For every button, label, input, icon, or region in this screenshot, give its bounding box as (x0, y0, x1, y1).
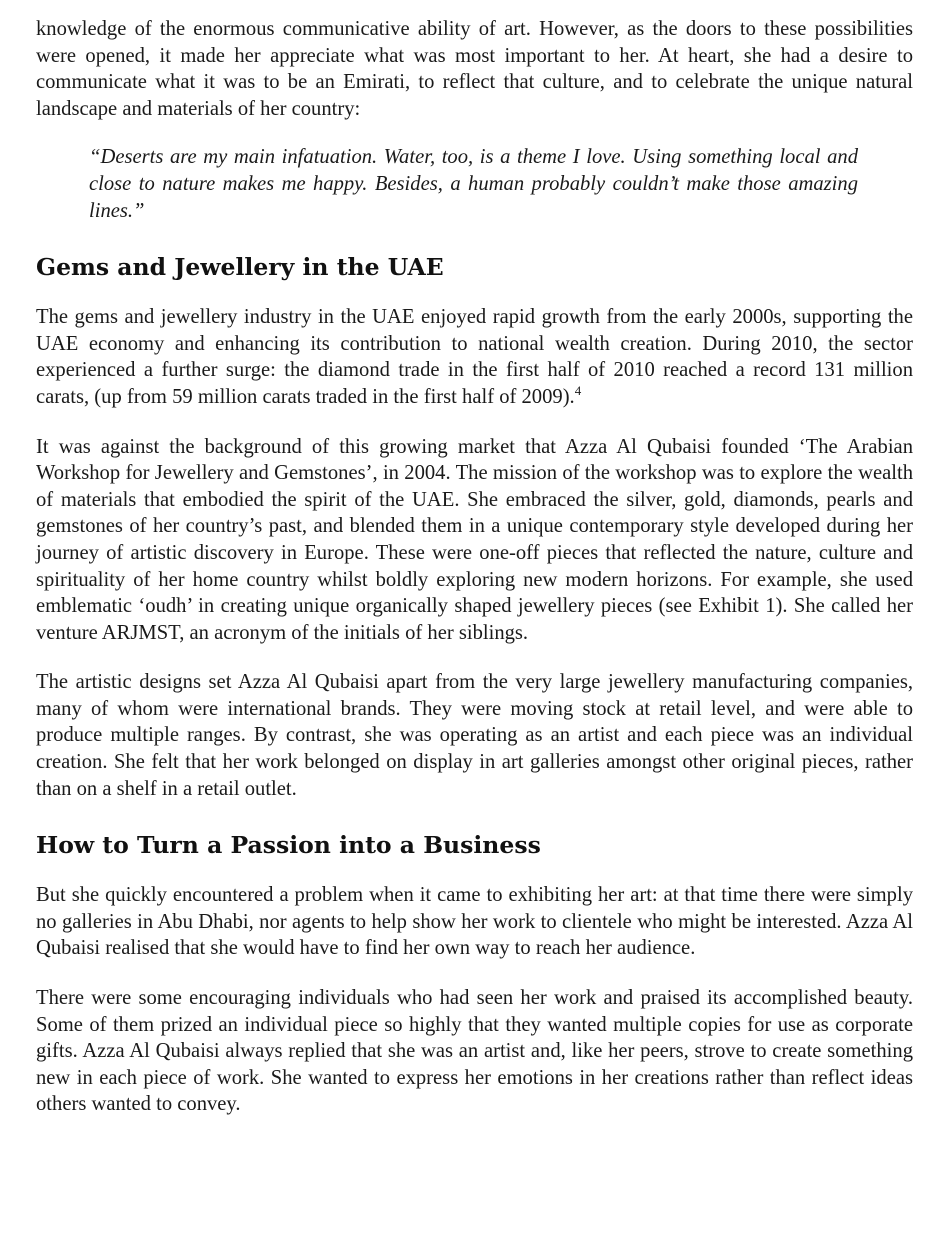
footnote-marker: 4 (574, 383, 582, 399)
gems-paragraph-1-text: The gems and jewellery industry in the UAE enjoyed rapid growth from the early 2000s, supporting the UAE economy and enhancing its contribution to national wealth creation. During 2010, the sector experienced a further surge: the diamond trade in the first half of 2010 reached a record 131 million carats, (up from 59 million carats traded in the first half of 2009). (36, 306, 913, 408)
gems-paragraph-2: It was against the background of this growing market that Azza Al Qubaisi founded ‘The Arabian Workshop for Jewellery and Gemstones’, in 2004. The mission of the workshop was to explore the wealth of materials that embodied the spirit of the UAE. She embraced the silver, gold, diamonds, pearls and gemstones of her country’s past, and blended them in a unique contemporary style developed during her journey of artistic discovery in Europe. These were one-off pieces that reflected the nature, culture and spirituality of her home country whilst boldly exploring new modern horizons. For example, she used emblematic ‘oudh’ in creating unique organically shaped jewellery pieces (see Exhibit 1). She called her venture ARJMST, an acronym of the initials of her siblings. (36, 435, 913, 644)
intro-paragraph: knowledge of the enormous communicative ability of art. However, as the doors to these possibilities were opened, it made her appreciate what was most important to her. At heart, she had a desire to communicate what it was to be an Emirati, to reflect that culture, and to celebrate the unique natural landscape and materials of her country: (36, 18, 913, 120)
gems-paragraph-1 (36, 304, 913, 410)
artist-quote: “Deserts are my main infatuation. Water, too, is a theme I love. Using something local and close to nature makes me happy. Besides, a human probably couldn’t make those amazing lines.” (89, 146, 858, 222)
section-heading-gems: Gems and Jewellery in the UAE (36, 253, 444, 282)
document-page (36, 16, 913, 1118)
passion-paragraph-1: But she quickly encountered a problem when it came to exhibiting her art: at that time there were simply no galleries in Abu Dhabi, nor agents to help show her work to clientele who might be interested. Azza Al Qubaisi realised that she would have to find her own way to reach her audience. (36, 884, 913, 960)
passion-paragraph-2: There were some encouraging individuals who had seen her work and praised its accomplished beauty. Some of them prized an individual piece so highly that they wanted multiple copies for use as corporate gifts. Azza Al Qubaisi always replied that she was an artist and, like her peers, strove to create something new in each piece of work. She wanted to express her emotions in her creations rather than reflect ideas others wanted to convey. (36, 987, 913, 1116)
gems-paragraph-3: The artistic designs set Azza Al Qubaisi apart from the very large jewellery manufacturing companies, many of whom were international brands. They were moving stock at retail level, and were able to produce multiple ranges. By contrast, she was operating as an artist and each piece was an individual creation. She felt that her work belonged on display in art galleries amongst other original pieces, rather than on a shelf in a retail outlet. (36, 671, 913, 800)
section-heading-passion: How to Turn a Passion into a Business (36, 831, 541, 860)
